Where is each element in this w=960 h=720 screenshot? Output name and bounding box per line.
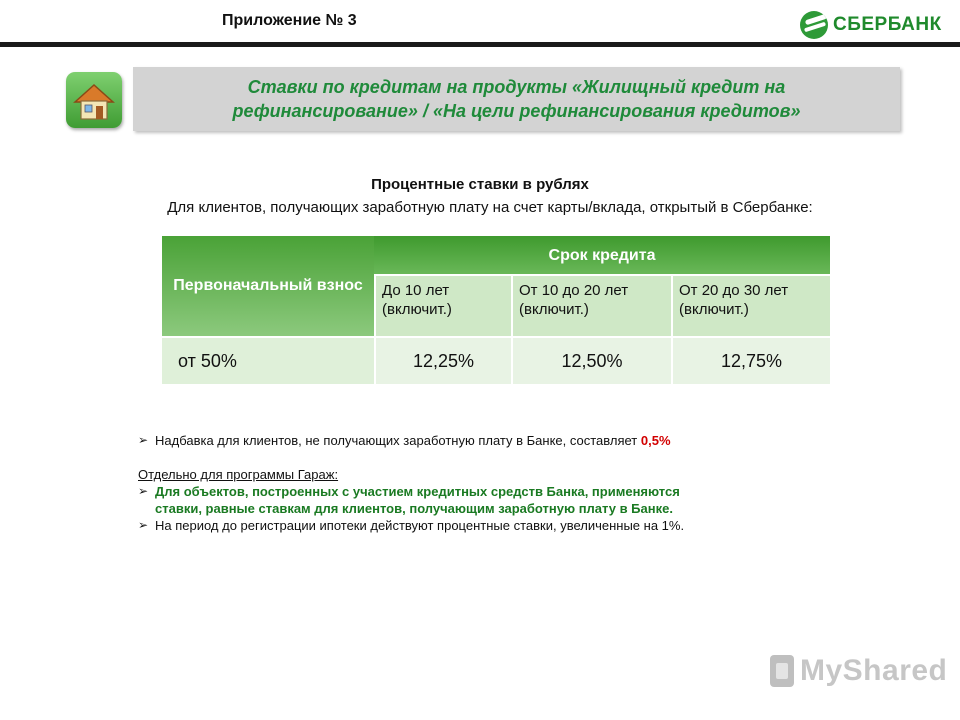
- title-banner: [133, 67, 900, 131]
- section-title: Процентные ставки в рублях: [371, 176, 589, 193]
- header-term-label: Срок кредита: [548, 247, 656, 264]
- section-subtitle: Для клиентов, получающих заработную плату на счет карты/вклада, открытый в Сбербанке:: [167, 199, 813, 216]
- watermark-text: MyShared: [800, 654, 948, 687]
- house-icon: [66, 72, 122, 128]
- rates-table: [162, 236, 830, 384]
- note-garage: [138, 483, 838, 517]
- surcharge-value: 0,5%: [640, 433, 671, 448]
- rate-cell-1: 12,25%: [374, 336, 511, 384]
- garage-line-1: Для объектов, построенных с участием кредитных средств Банка, применяются: [155, 484, 680, 499]
- garage-title: Отдельно для программы Гараж:: [138, 467, 339, 482]
- surcharge-text: Надбавка для клиентов, не получающих заработную плату в Банке, составляет: [155, 433, 641, 448]
- document-icon: [770, 655, 794, 687]
- rate-cell-2: 12,50%: [511, 336, 671, 384]
- banner-title-line-1: Ставки по кредитам на продукты «Жилищный кредит на: [247, 77, 786, 97]
- sberbank-logo-icon: [800, 11, 828, 39]
- note-registration: [138, 517, 838, 534]
- appendix-label: Приложение № 3: [222, 12, 357, 29]
- row-down-payment: от 50%: [162, 336, 374, 384]
- header-divider: [0, 42, 960, 47]
- term-header-1: До 10 лет (включит.): [374, 274, 511, 336]
- term-header-2: От 10 до 20 лет (включит.): [511, 274, 671, 336]
- header-term: [374, 236, 830, 276]
- banner-title-line-2: рефинансирование» / «На цели рефинансирования кредитов»: [232, 101, 801, 121]
- notes: [138, 432, 838, 534]
- sberbank-logo: [800, 8, 942, 42]
- watermark: [770, 654, 947, 688]
- note-surcharge: [138, 432, 838, 449]
- header-down-payment: [162, 236, 374, 336]
- arrow-bullet-icon: ➢: [138, 484, 149, 498]
- logo-text: СБЕРБАНК: [833, 14, 942, 35]
- arrow-bullet-icon: ➢: [138, 518, 149, 532]
- header-down-payment-label: Первоначальный взнос: [173, 277, 363, 294]
- registration-text: На период до регистрации ипотеки действуют процентные ставки, увеличенные на 1%.: [155, 518, 685, 533]
- rate-cell-3: 12,75%: [671, 336, 830, 384]
- arrow-bullet-icon: ➢: [138, 433, 149, 447]
- term-header-3: От 20 до 30 лет (включит.): [671, 274, 830, 336]
- garage-line-2: ставки, равные ставкам для клиентов, получающим заработную плату в Банке.: [155, 501, 673, 516]
